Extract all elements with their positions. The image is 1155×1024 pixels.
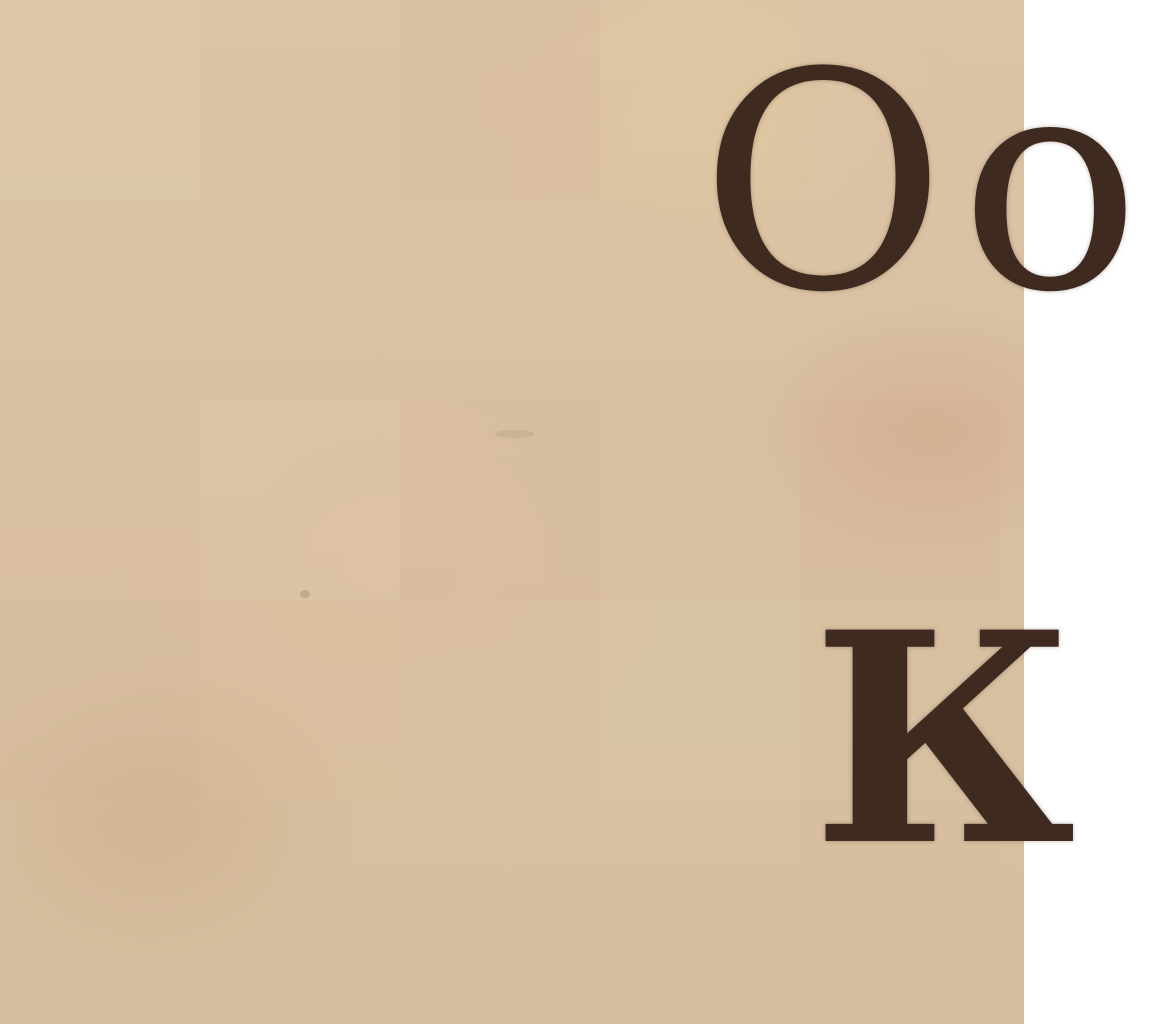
- text-fragment-top: Оо: [700, 9, 1155, 358]
- paper-texture: [400, 0, 600, 200]
- paper-speck: [495, 430, 535, 438]
- paper-texture: [400, 400, 600, 600]
- paper-texture: [200, 0, 400, 200]
- paper-texture: [200, 600, 400, 800]
- paper-texture: [0, 0, 200, 200]
- paper-speck: [300, 590, 310, 598]
- paper-texture: [0, 600, 200, 800]
- paper-texture: [200, 400, 400, 600]
- paper-texture: [0, 400, 200, 600]
- text-fragment-bottom: К: [812, 570, 1076, 910]
- paper-texture: [600, 600, 800, 800]
